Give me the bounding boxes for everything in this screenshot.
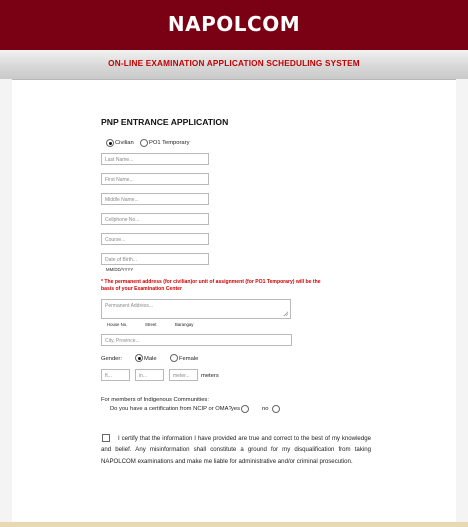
right-gutter [456, 79, 468, 527]
course-input[interactable]: Course... [101, 233, 209, 245]
po1-temporary-label: PO1 Temporary [149, 140, 190, 146]
meters-unit-label: meters [201, 373, 219, 379]
no-label: no [262, 406, 269, 412]
civilian-radio[interactable] [106, 139, 114, 147]
middle-name-input[interactable]: Middle Name... [101, 193, 209, 205]
first-name-input[interactable]: First Name... [101, 173, 209, 185]
barangay-hint: Barangay [175, 322, 194, 327]
city-province-input[interactable]: City, Province... [101, 334, 292, 346]
civilian-label: Civilian [115, 140, 134, 146]
permanent-address-placeholder: Permanent Address... [105, 303, 154, 309]
male-label: Male [144, 356, 157, 362]
last-name-input[interactable]: Last Name... [101, 153, 209, 165]
ncip-question: Do you have a certification from NCIP or OMA? [110, 406, 232, 412]
yes-label: yes [231, 406, 241, 412]
resize-grip-icon[interactable] [283, 311, 288, 316]
po1-temporary-radio[interactable] [140, 139, 148, 147]
left-gutter [0, 79, 12, 527]
female-label: Female [179, 356, 199, 362]
permanent-address-textarea[interactable] [101, 299, 291, 319]
header-bar [0, 0, 468, 50]
certification-text: I certify that the information I have provided are true and correct to the best of my knowledge and belief. Any misinformation shall constitute a ground for my disqualification from taking NAPOLCOM examinations and make me liable for administrative and/or criminal prosecution. [101, 435, 371, 465]
cellphone-input[interactable]: Cellphone No... [101, 213, 209, 225]
ncip-no-radio[interactable] [272, 405, 280, 413]
system-title-bar [0, 50, 468, 80]
height-inches-input[interactable]: in... [135, 369, 164, 381]
male-radio[interactable] [135, 354, 143, 362]
dob-format-hint: MM/DD/YYYY [106, 267, 134, 272]
house-no-hint: House No. [107, 322, 128, 327]
system-title: ON-LINE EXAMINATION APPLICATION SCHEDULING SYSTEM [108, 59, 360, 68]
indigenous-title: For members of Indigenous Communities: [101, 397, 209, 403]
gender-label: Gender: [101, 356, 122, 362]
footer-line [0, 522, 468, 527]
date-of-birth-input[interactable]: Date of Birth... [101, 253, 209, 265]
brand-logo-text: NAPOLCOM [167, 12, 301, 36]
height-feet-input[interactable]: ft... [101, 369, 130, 381]
form-heading: PNP ENTRANCE APPLICATION [101, 117, 229, 127]
address-note: * The permanent address (for civilian)or unit of assignment (for PO1 Temporary) will be the basis of your Examination Center [101, 279, 321, 292]
height-meters-input[interactable]: meter... [169, 369, 198, 381]
female-radio[interactable] [170, 354, 178, 362]
street-hint: Street [145, 322, 157, 327]
ncip-yes-radio[interactable] [241, 405, 249, 413]
